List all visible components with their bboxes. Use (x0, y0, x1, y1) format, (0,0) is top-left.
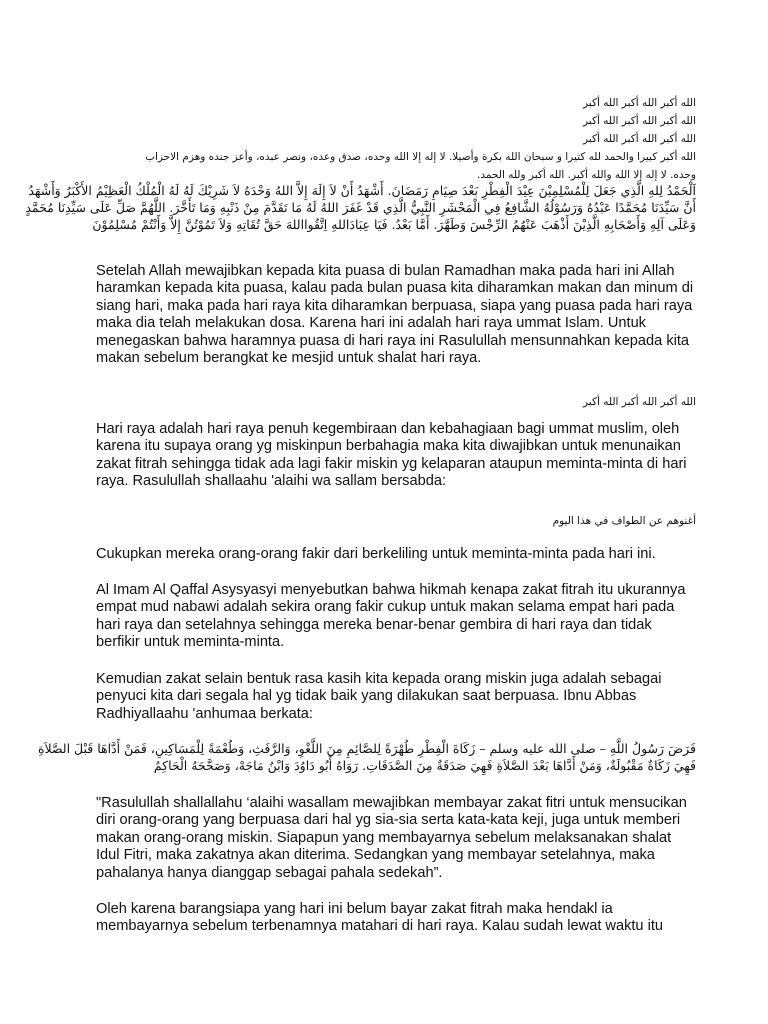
text-line: empat mud nabawi adalah sekira orang fakir cukup untuk makan selama empat hari pada (96, 599, 675, 616)
khutbah-line: أَنَّ سَيِّدَنَا مُحَمَّدًا عَبْدُهُ وَرَسُوْلُهُ الشَّافِعُ فِي الْمَحْشَرِ النَّبِيُّ الَّذِي قَدْ غَفَرَ اللهُ لَهُ مَا تَقَدَّمَ مِنْ ذَنْبِهِ وَمَا تَأَخَّرَ. اللَّهُمَّ صَلِّ عَلَى سَيِّدِنَا مُحَمَّدٍ (25, 200, 696, 215)
text-line: haramkan kepada kita puasa, kalau pada bulan puasa kita diharamkan makan dan minum di (96, 280, 694, 297)
text-line: membayarnya sebelum terbenamnya matahari di hari raya. Kalau sudah lewat waktu itu (96, 918, 664, 935)
text-line: makan sebelum berangkat ke mesjid untuk shalat hari raya. (96, 349, 482, 366)
paragraph-1 (96, 263, 694, 367)
hadith-short (96, 512, 696, 530)
paragraph-6 (96, 795, 687, 882)
text-line: Kemudian zakat selain bentuk rasa kasih kita kepada orang miskin juga adalah sebagai (96, 671, 662, 687)
text-line: menegaskan bahwa haramnya puasa di hari raya ini Rasulullah mensunnahkan kepada kita (96, 332, 690, 349)
text-line: Oleh karena barangsiapa yang hari ini belum bayar zakat fitrah maka hendakl ia (96, 901, 613, 917)
khutbah-line: وَعَلَى آلِهِ وَأَصْحَابِهِ الَّذِيْنَ أَذْهَبَ عَنْهُمُ الرِّجْسَ وَطَهَّرَ. أَمَّا بَعْدُ. فَيَا عِبَادَاللهِ اِتَّقُوااللهَ حَقَّ تُقَاتِهِ وَلاَ تَمُوْتُنَّ إِلاَّ وَأَنْتُمْ مُسْلِمُوْنَ (92, 217, 696, 232)
paragraph-4 (96, 582, 686, 652)
text-line: maka dia telah melakukan dosa. Karena hari ini adalah hari raya ummat Islam. Untuk (96, 315, 646, 332)
text-line: raya. Rasulullah shallaahu 'alaihi wa sallam bersabda: (96, 473, 446, 490)
hadith-line: فَهِيَ زَكَاةٌ مَقْبُولَةٌ، وَمَنْ أَدَّاهَا بَعْدَ الصَّلاَةِ فَهِيَ صَدَقَةٌ مِنَ الصَّدَقَاتِ. رَوَاهُ أَبُو دَاوُدَ وَابْنُ مَاجَهْ، وَصَحَّحَهُ الْحَاكِمُ (153, 758, 696, 773)
paragraph-5 (96, 671, 676, 723)
takbir-line: الله أكبر كبيرا والحمد لله كثيرا و سبحان الله بكرة وأصيلا. لا إله إلا الله وحده، صدق وعده، ونصر عبده، وأعز جنده وهزم الاحزاب (145, 151, 696, 163)
text-line: zakat fitrah sehingga tidak ada lagi fakir miskin yg kelaparan ataupun meminta-minta di hari (96, 455, 687, 472)
text-line: Radhiyallaahu 'anhumaa berkata: (96, 705, 313, 722)
hadith-line: أغنوهم عن الطواف في هذا اليوم (552, 515, 696, 527)
khutbah-line: اَلْحَمْدُ لِلهِ الَّذِي جَعَلَ لِلْمُسْلِمِيْنَ عِيْدَ الْفِطْرِ بَعْدَ صِيَامِ رَمَضَانَ. أَشْهَدُ أَنْ لاَ إِلَهَ إِلاَّ اللهُ وَحْدَهُ لاَ شَرِيْكَ لَهُ لَهُ الْمُلْكُ الْعَظِيْمُ الأَكْبَرُ وَأَشْهَدُ (28, 183, 696, 198)
takbir-block (96, 94, 696, 184)
text-line: "Rasulullah shallallahu ‘alaihi wasallam mewajibkan membayar zakat fitri untuk mensucikan (96, 795, 687, 811)
takbir-line: الله أكبر الله أكبر الله أكبر (583, 396, 696, 408)
text-line: karena itu supaya orang yg miskinpun berbahagia maka kita diwajibkan untuk menunaikan (96, 438, 681, 455)
text-line: berfikir untuk meminta-minta. (96, 634, 285, 651)
takbir-line: الله أكبر الله أكبر الله أكبر (583, 97, 696, 109)
text-line: siang hari, maka pada hari raya kita diharamkan berpuasa, siapa yang puasa pada hari raya (96, 297, 693, 314)
khutbah-arabic (25, 182, 696, 233)
paragraph-2 (96, 421, 687, 491)
hadith-long (37, 740, 696, 774)
takbir-line: الله أكبر الله أكبر الله أكبر (583, 115, 696, 127)
text-line: Idul Fitri, maka zakatnya akan diterima. Sedangkan yang membayar setelahnya, maka (96, 847, 655, 864)
takbir-line: وحده. لا إله إلا الله والله أكبر. الله أكبر ولله الحمد. (477, 169, 696, 181)
paragraph-7 (96, 901, 676, 936)
hadith-line: فَرَضَ رَسُولُ اللَّهِ – صلى الله عليه وسلم – زَكَاةَ الْفِطْرِ طُهْرَةً لِلصَّائِمِ مِنَ اللَّغْوِ، وَالرَّفَثِ، وَطُعْمَةً لِلْمَسَاكِينِ، فَمَنْ أَدَّاهَا قَبْلَ الصَّلاَةِ (37, 741, 696, 756)
text-line: Al Imam Al Qaffal Asysyasyi menyebutkan bahwa hikmah kenapa zakat fitrah itu ukurannya (96, 582, 686, 598)
text-line: Cukupkan mereka orang-orang fakir dari berkeliling untuk meminta-minta pada hari ini. (96, 546, 656, 562)
text-line: Setelah Allah mewajibkan kepada kita puasa di bulan Ramadhan maka pada hari ini Allah (96, 263, 675, 279)
text-line: diri orang-orang yang berpuasa dari hal yg sia-sia serta kata-kata keji, juga untuk memberi (96, 812, 681, 829)
text-line: hari raya dan setelahnya sehingga mereka benar-benar gembira di hari raya dan tidak (96, 616, 652, 633)
text-line: makan orang-orang miskin. Siapapun yang membayarnya sebelum melaksanakan shalat (96, 829, 672, 846)
text-line: Hari raya adalah hari raya penuh kegembiraan dan kebahagiaan bagi ummat muslim, oleh (96, 421, 680, 437)
takbir-single (96, 393, 696, 411)
paragraph-3 (96, 546, 676, 563)
text-line: pahalanya hanya dianggap sebagai pahala sedekah”. (96, 864, 443, 881)
text-line: penyuci kita dari segala hal yg tidak baik yang dilakukan saat berpuasa. Ibnu Abbas (96, 688, 637, 705)
takbir-line: الله أكبر الله أكبر الله أكبر (583, 133, 696, 145)
